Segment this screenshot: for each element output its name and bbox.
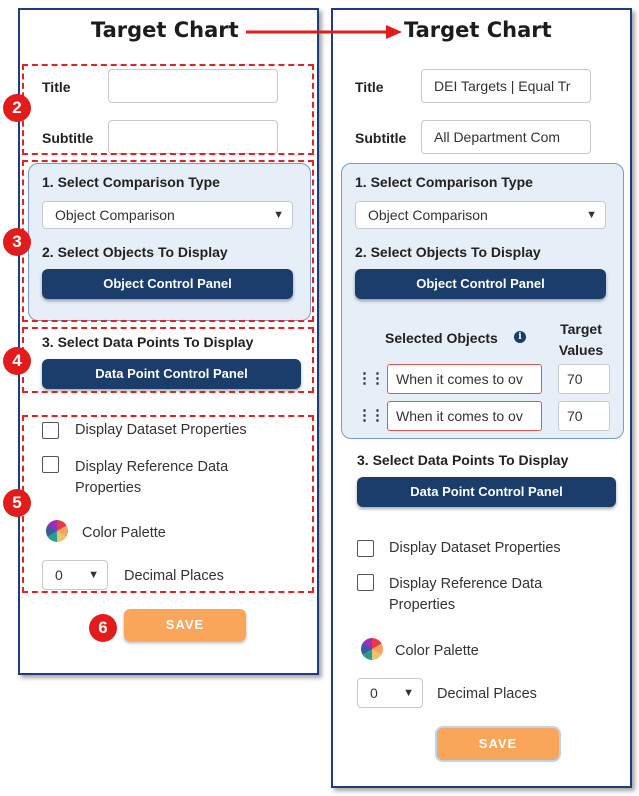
step1-label: 1. Select Comparison Type xyxy=(42,174,220,190)
callout-box-datapoints xyxy=(22,327,314,393)
comparison-type-value: Object Comparison xyxy=(368,207,488,223)
decimal-places-value: 0 xyxy=(370,685,378,701)
selected-objects-header: Selected Objects xyxy=(385,330,498,346)
save-button[interactable]: SAVE xyxy=(124,609,246,641)
color-palette-label: Color Palette xyxy=(395,643,479,659)
target-value-field[interactable]: 70 xyxy=(558,401,610,431)
display-dataset-checkbox[interactable] xyxy=(357,540,374,557)
callout-badge: 6 xyxy=(89,614,117,642)
title-input[interactable]: DEI Targets | Equal Tr xyxy=(421,69,591,103)
color-palette-label: Color Palette xyxy=(82,525,166,541)
callout-box-comparison xyxy=(22,160,314,322)
subtitle-input[interactable]: All Department Com xyxy=(421,120,591,154)
display-dataset-label: Display Dataset Properties xyxy=(389,540,561,556)
comparison-type-select[interactable] xyxy=(355,201,606,229)
display-dataset-label: Display Dataset Properties xyxy=(75,422,247,438)
title-label: Title xyxy=(42,79,71,95)
target-value-field[interactable]: 70 xyxy=(558,364,610,394)
decimal-places-label: Decimal Places xyxy=(437,686,537,702)
target-values-header: Target Values xyxy=(558,321,604,358)
panel-title: Target Chart xyxy=(404,18,552,42)
subtitle-label: Subtitle xyxy=(42,130,94,146)
data-point-control-panel-button[interactable]: Data Point Control Panel xyxy=(42,359,301,389)
decimal-places-select[interactable] xyxy=(357,678,423,708)
chevron-down-icon: ▼ xyxy=(403,687,414,699)
decimal-places-value: 0 xyxy=(55,567,63,583)
color-palette-icon[interactable] xyxy=(361,638,383,660)
display-reference-label: Display Reference Data Properties xyxy=(75,459,229,496)
info-icon[interactable]: i xyxy=(514,331,526,343)
step3-label: 3. Select Data Points To Display xyxy=(357,452,569,468)
step2-label: 2. Select Objects To Display xyxy=(355,244,541,260)
decimal-places-label: Decimal Places xyxy=(124,568,224,584)
object-control-panel-button[interactable]: Object Control Panel xyxy=(355,269,606,299)
callout-box-title xyxy=(22,64,314,155)
chevron-down-icon: ▼ xyxy=(88,569,99,581)
chevron-down-icon: ▼ xyxy=(273,209,284,221)
step3-label: 3. Select Data Points To Display xyxy=(42,334,254,350)
object-control-panel-button[interactable]: Object Control Panel xyxy=(42,269,293,299)
drag-handle-icon[interactable]: ⋮⋮ xyxy=(357,407,383,424)
callout-badge: 2 xyxy=(3,94,31,122)
display-reference-label: Display Reference Data Properties xyxy=(389,576,543,613)
data-point-control-panel-button[interactable]: Data Point Control Panel xyxy=(357,477,616,507)
selected-object-field[interactable]: When it comes to ov xyxy=(387,364,542,394)
callout-badge: 4 xyxy=(3,347,31,375)
callout-badge: 5 xyxy=(3,489,31,517)
chevron-down-icon: ▼ xyxy=(586,209,597,221)
title-label: Title xyxy=(355,79,384,95)
panel-title: Target Chart xyxy=(91,18,239,42)
drag-handle-icon[interactable]: ⋮⋮ xyxy=(357,370,383,387)
step1-label: 1. Select Comparison Type xyxy=(355,174,533,190)
right-panel xyxy=(331,8,632,788)
step2-label: 2. Select Objects To Display xyxy=(42,244,228,260)
subtitle-label: Subtitle xyxy=(355,130,407,146)
callout-badge: 3 xyxy=(3,228,31,256)
save-button[interactable]: SAVE xyxy=(437,728,559,760)
transition-arrow-icon xyxy=(244,22,404,42)
display-reference-checkbox[interactable] xyxy=(357,574,374,591)
selected-object-field[interactable]: When it comes to ov xyxy=(387,401,542,431)
callout-box-options xyxy=(22,415,314,593)
comparison-type-value: Object Comparison xyxy=(55,207,175,223)
